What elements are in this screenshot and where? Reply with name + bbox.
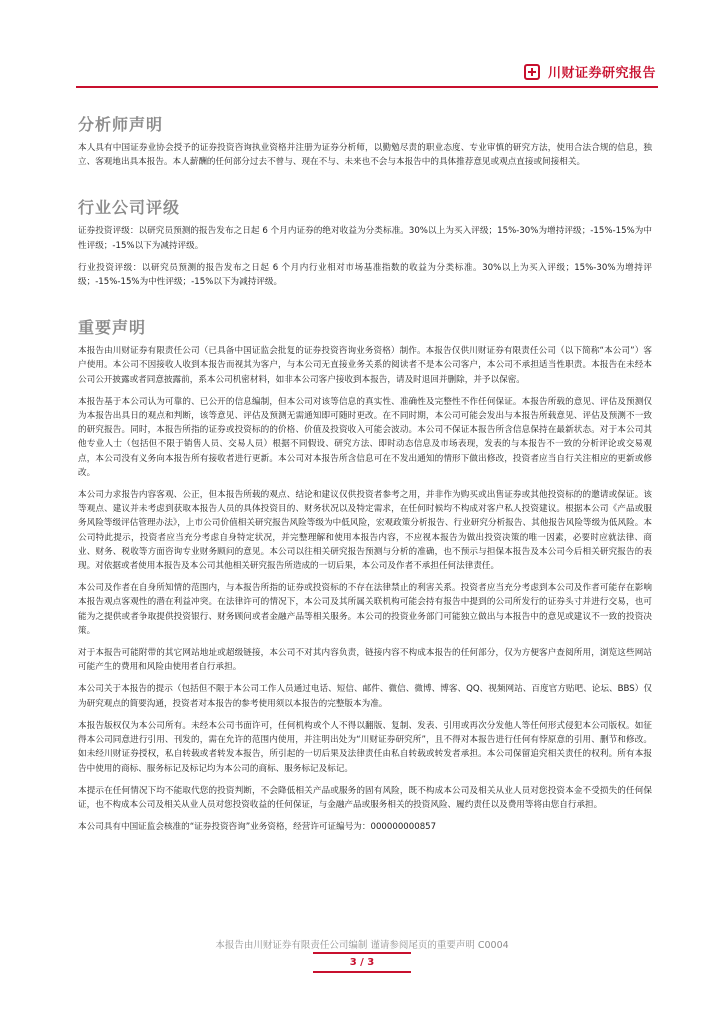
disclaimer-paragraph: 本报告版权仅为本公司所有。未经本公司书面许可，任何机构或个人不得以翻版、复制、发表、引用或再次分发他人等任何形式侵犯本公司版权。如征得本公司同意进行引用、刊发的，需在允许的范围内使用，并注明出处为“川财证券研究所”，且不得对本报告进行任何有悖原意的引用、删节和修改。如未经川财证券授权，私自转载或者转发本报告，所引起的一切后果及法律责任由私自转载或转发者承担。本公司保留追究相关责任的权利。所有本报告中使用的商标、服务标记及标记均为本公司的商标、服务标记及标记。 (78, 720, 652, 774)
report-content (78, 100, 652, 842)
license-paragraph: 本公司具有中国证监会核准的“证券投资咨询”业务资格，经营许可证编号为：000000000857 (78, 822, 437, 833)
disclaimer-paragraph: 本公司及作者在自身所知情的范围内，与本报告所指的证券或投资标的不存在法律禁止的利害关系。投资者应当充分考虑到本公司及作者可能存在影响本报告观点客观性的潜在利益冲突。在法律许可的情况下，本公司及其所属关联机构可能会持有报告中提到的公司所发行的证券头寸并进行交易，也可能为之提供或者争取提供投资银行、财务顾问或者金融产品等相关服务。本公司的投资业务部门可能独立做出与本报告中的意见或建议不一致的投资决策。 (78, 583, 652, 636)
disclaimer-paragraph: 本公司关于本报告的提示（包括但不限于本公司工作人员通过电话、短信、邮件、微信、微博、博客、QQ、视频网站、百度官方贴吧、论坛、BBS）仅为研究观点的简要沟通，投资者对本报告的参考使用须以本报告的完整版本为准。 (78, 684, 652, 709)
page-indicator (313, 952, 411, 973)
shield-cross-icon (524, 64, 540, 80)
page-number: 3 / 3 (349, 957, 375, 968)
analyst-paragraph: 本人具有中国证券业协会授予的证券投资咨询执业资格并注册为证券分析师，以勤勉尽责的职业态度、专业审慎的研究方法，使用合法合规的信息，独立、客观地出具本报告。本人薪酬的任何部分过去不曾与、现在不与、未来也不会与本报告中的具体推荐意见或观点直接或间接相关。 (78, 143, 652, 168)
disclaimer-paragraph: 本提示在任何情况下均不能取代您的投资判断，不会降低相关产品或服务的固有风险，既不构成本公司及相关从业人员对您投资本金不受损失的任何保证，也不构成本公司及相关从业人员对您投资收益的任何保证，与金融产品或服务相关的投资风险、履约责任以及费用等将由您自行承担。 (78, 785, 652, 810)
rating-stock-paragraph: 证券投资评级：以研究员预测的报告发布之日起 6 个月内证券的绝对收益为分类标准。30%以上为买入评级；15%-30%为增持评级；-15%-15%为中性评级；-15%以下为减持评级。 (78, 226, 652, 251)
disclaimer-paragraph: 本报告基于本公司认为可靠的、已公开的信息编制，但本公司对该等信息的真实性、准确性及完整性不作任何保证。本报告所载的意见、评估及预测仅为本报告出具日的观点和判断，该等意见、评估及预测无需通知即可随时更改。在不同时期，本公司可能会发出与本报告所载意见、评估及预测不一致的研究报告。同时，本报告所指的证券或投资标的的价格、价值及投资收入可能会波动。本公司不保证本报告所含信息保持在最新状态。对于本公司其他专业人士（包括但不限于销售人员、交易人员）根据不同假设、研究方法、即时动态信息及市场表现，发表的与本报告不一致的分析评论或交易观点，本公司没有义务向本报告所有接收者进行更新。本公司对本报告所含信息可在不发出通知的情形下做出修改，投资者应当自行关注相应的更新或修改。 (78, 396, 652, 478)
brand-name: 川财证券研究报告 (547, 66, 656, 81)
section-title-analyst: 分析师声明 (78, 115, 164, 134)
disclaimer-paragraph: 本报告由川财证券有限责任公司（已具备中国证监会批复的证券投资咨询业务资格）制作。本报告仅供川财证券有限责任公司（以下简称“本公司”）客户使用。本公司不因接收人收到本报告而视其为客户，与本公司无直接业务关系的阅读者不是本公司客户，本公司不承担适当性职责。本报告在未经本公司公开披露或者同意披露前，系本公司机密材料，如非本公司客户接收到本报告，请及时退回并删除，并予以保密。 (78, 346, 652, 385)
brand (524, 62, 656, 81)
page-header (76, 54, 658, 88)
section-title-rating: 行业公司评级 (78, 198, 181, 218)
disclaimer-paragraph: 对于本报告可能附带的其它网站地址或超级链接，本公司不对其内容负责，链接内容不构成本报告的任何部分，仅为方便客户查阅所用，浏览这些网站可能产生的费用和风险由使用者自行承担。 (78, 648, 652, 673)
rating-industry-paragraph: 行业投资评级：以研究员预测的报告发布之日起 6 个月内行业相对市场基准指数的收益为分类标准。30%以上为买入评级；15%-30%为增持评级；-15%-15%为中性评级；-15%以下为减持评级。 (78, 262, 652, 288)
section-title-disclaimer: 重要声明 (78, 318, 147, 338)
disclaimer-paragraph: 本公司力求报告内容客观、公正，但本报告所载的观点、结论和建议仅供投资者参考之用，并非作为购买或出售证券或其他投资标的的邀请或保证。该等观点、建议并未考虑到获取本报告人员的具体投资目的、财务状况以及特定需求，在任何时候均不构成对客户私人投资建议。根据本公司《产品或服务风险等级评估管理办法》，上市公司价值相关研究报告风险等级为中低风险，宏观政策分析报告、行业研究分析报告、其他报告风险等级为低风险。本公司特此提示，投资者应当充分考虑自身特定状况，并完整理解和使用本报告内容，不应视本报告为做出投资决策的唯一因素，必要时应就法律、商业、财务、税收等方面咨询专业财务顾问的意见。本公司以往相关研究报告预测与分析的准确，也不预示与担保本报告及本公司今后相关研究报告的表现。对依据或者使用本报告及本公司其他相关研究报告所造成的一切后果，本公司及作者不承担任何法律责任。 (78, 490, 652, 572)
footer-note: 本报告由川财证券有限责任公司编制 谨请参阅尾页的重要声明 C0004 (215, 940, 509, 951)
